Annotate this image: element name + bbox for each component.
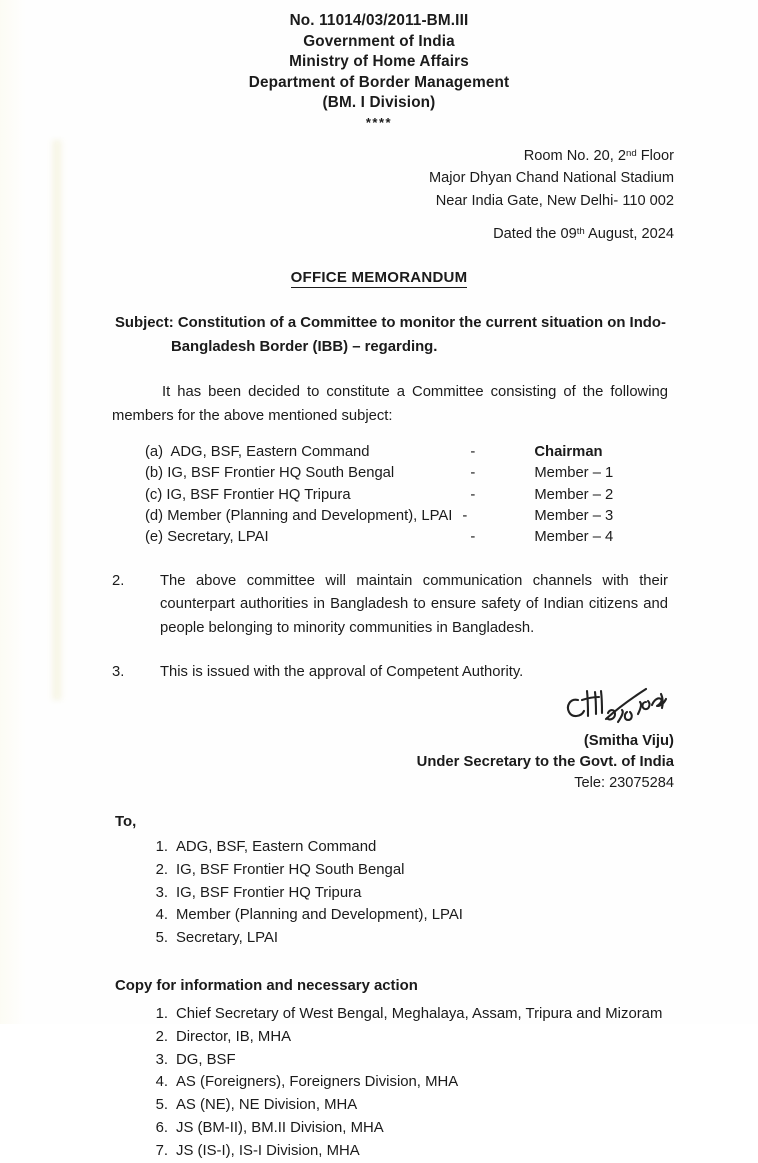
subject-text: Constitution of a Committee to monitor the current situation on Indo-Bangladesh Border (IBB) – regarding. <box>171 315 666 355</box>
department-line: Department of Border Management <box>248 73 510 91</box>
letterhead <box>0 0 758 131</box>
page-title-text: OFFICE MEMORANDUM <box>290 269 468 286</box>
ordinal-suffix-th: th <box>576 225 585 237</box>
list-item: Secretary, LPAI <box>176 930 279 947</box>
to-recipient-list <box>0 836 758 950</box>
list-item: Member (Planning and Development), LPAI <box>176 907 463 924</box>
member-dash-cell: - <box>470 529 476 546</box>
table-row <box>145 527 613 548</box>
list-item: ADG, BSF, Eastern Command <box>176 839 377 856</box>
table-row <box>145 463 613 484</box>
copy-heading: Copy for information and necessary action <box>115 978 418 995</box>
file-number: No. 11014/03/2011-BM.III <box>289 12 469 29</box>
member-role-cell: Member – 4 <box>534 529 614 546</box>
subject-line <box>115 311 668 359</box>
committee-members-body <box>145 442 613 548</box>
to-heading: To, <box>115 814 137 831</box>
ministry-line: Ministry of Home Affairs <box>289 53 469 70</box>
address-line-3: Near India Gate, New Delhi- 110 002 <box>435 192 674 209</box>
list-item: Chief Secretary of West Bengal, Meghalaya, Assam, Tripura and Mizoram <box>176 1006 663 1023</box>
member-dash-cell: - <box>470 444 476 461</box>
list-item: AS (NE), NE Division, MHA <box>176 1097 358 1114</box>
address-line-1: Room No. 20, 2nd Floor <box>523 147 674 164</box>
member-role-cell: Member – 1 <box>534 465 614 482</box>
member-name-cell: (b) IG, BSF Frontier HQ South Bengal <box>145 465 395 482</box>
paragraph-2 <box>112 570 668 641</box>
asterisk-separator: **** <box>365 114 393 130</box>
paragraph-2-number: 2. <box>112 572 125 589</box>
member-dash-cell: - <box>470 486 476 503</box>
list-item: JS (BM-II), BM.II Division, MHA <box>176 1120 384 1137</box>
table-row <box>145 506 613 527</box>
subject-label: Subject: <box>115 315 174 331</box>
signatory-name: (Smitha Viju) <box>583 733 674 750</box>
list-item: Director, IB, MHA <box>176 1028 292 1045</box>
address-line-2: Major Dhyan Chand National Stadium <box>429 170 674 186</box>
paragraph-3-number: 3. <box>112 664 125 681</box>
paragraph-1: It has been decided to constitute a Committee consisting of the following members for the above mentioned subject: <box>112 384 668 424</box>
list-item: IG, BSF Frontier HQ South Bengal <box>176 861 405 878</box>
copy-recipient-list <box>0 1003 758 1163</box>
member-name-cell: (e) Secretary, LPAI <box>145 529 269 546</box>
committee-members-table <box>145 442 613 548</box>
paragraph-3 <box>112 661 668 685</box>
member-name-cell: (a) ADG, BSF, Eastern Command <box>145 444 370 461</box>
member-name-cell: (c) IG, BSF Frontier HQ Tripura <box>145 486 351 503</box>
dated-line: Dated the 09th August, 2024 <box>493 225 674 242</box>
list-item: DG, BSF <box>176 1051 236 1068</box>
ordinal-suffix-nd: nd <box>625 147 637 159</box>
office-address <box>0 131 758 213</box>
list-item: IG, BSF Frontier HQ Tripura <box>176 884 362 901</box>
member-dash-cell: - <box>462 508 468 525</box>
paragraph-2-text: The above committee will maintain communication channels with their counterpart authorities in Bangladesh to ensure safety of Indian citizens and people belonging to minority communities in Bangladesh. <box>160 572 668 636</box>
division-line: (BM. I Division) <box>322 94 436 111</box>
member-role-cell: Member – 2 <box>534 486 614 503</box>
government-line: Government of India <box>303 32 455 50</box>
member-name-cell: (d) Member (Planning and Development), LPAI <box>145 508 453 525</box>
member-role-cell: Member – 3 <box>534 508 614 525</box>
table-row <box>145 442 613 463</box>
signatory-designation: Under Secretary to the Govt. of India <box>416 754 674 771</box>
table-row <box>145 485 613 506</box>
list-item: JS (IS-I), IS-I Division, MHA <box>176 1142 360 1159</box>
list-item: AS (Foreigners), Foreigners Division, MHA <box>176 1074 459 1091</box>
member-dash-cell: - <box>470 465 476 482</box>
member-role-cell: Chairman <box>534 444 603 461</box>
signature-block <box>0 693 758 794</box>
page-title <box>0 244 758 286</box>
handwritten-signature-icon <box>562 686 672 732</box>
signatory-telephone: Tele: 23075284 <box>574 775 674 792</box>
paragraph-3-text: This is issued with the approval of Competent Authority. <box>160 664 524 681</box>
